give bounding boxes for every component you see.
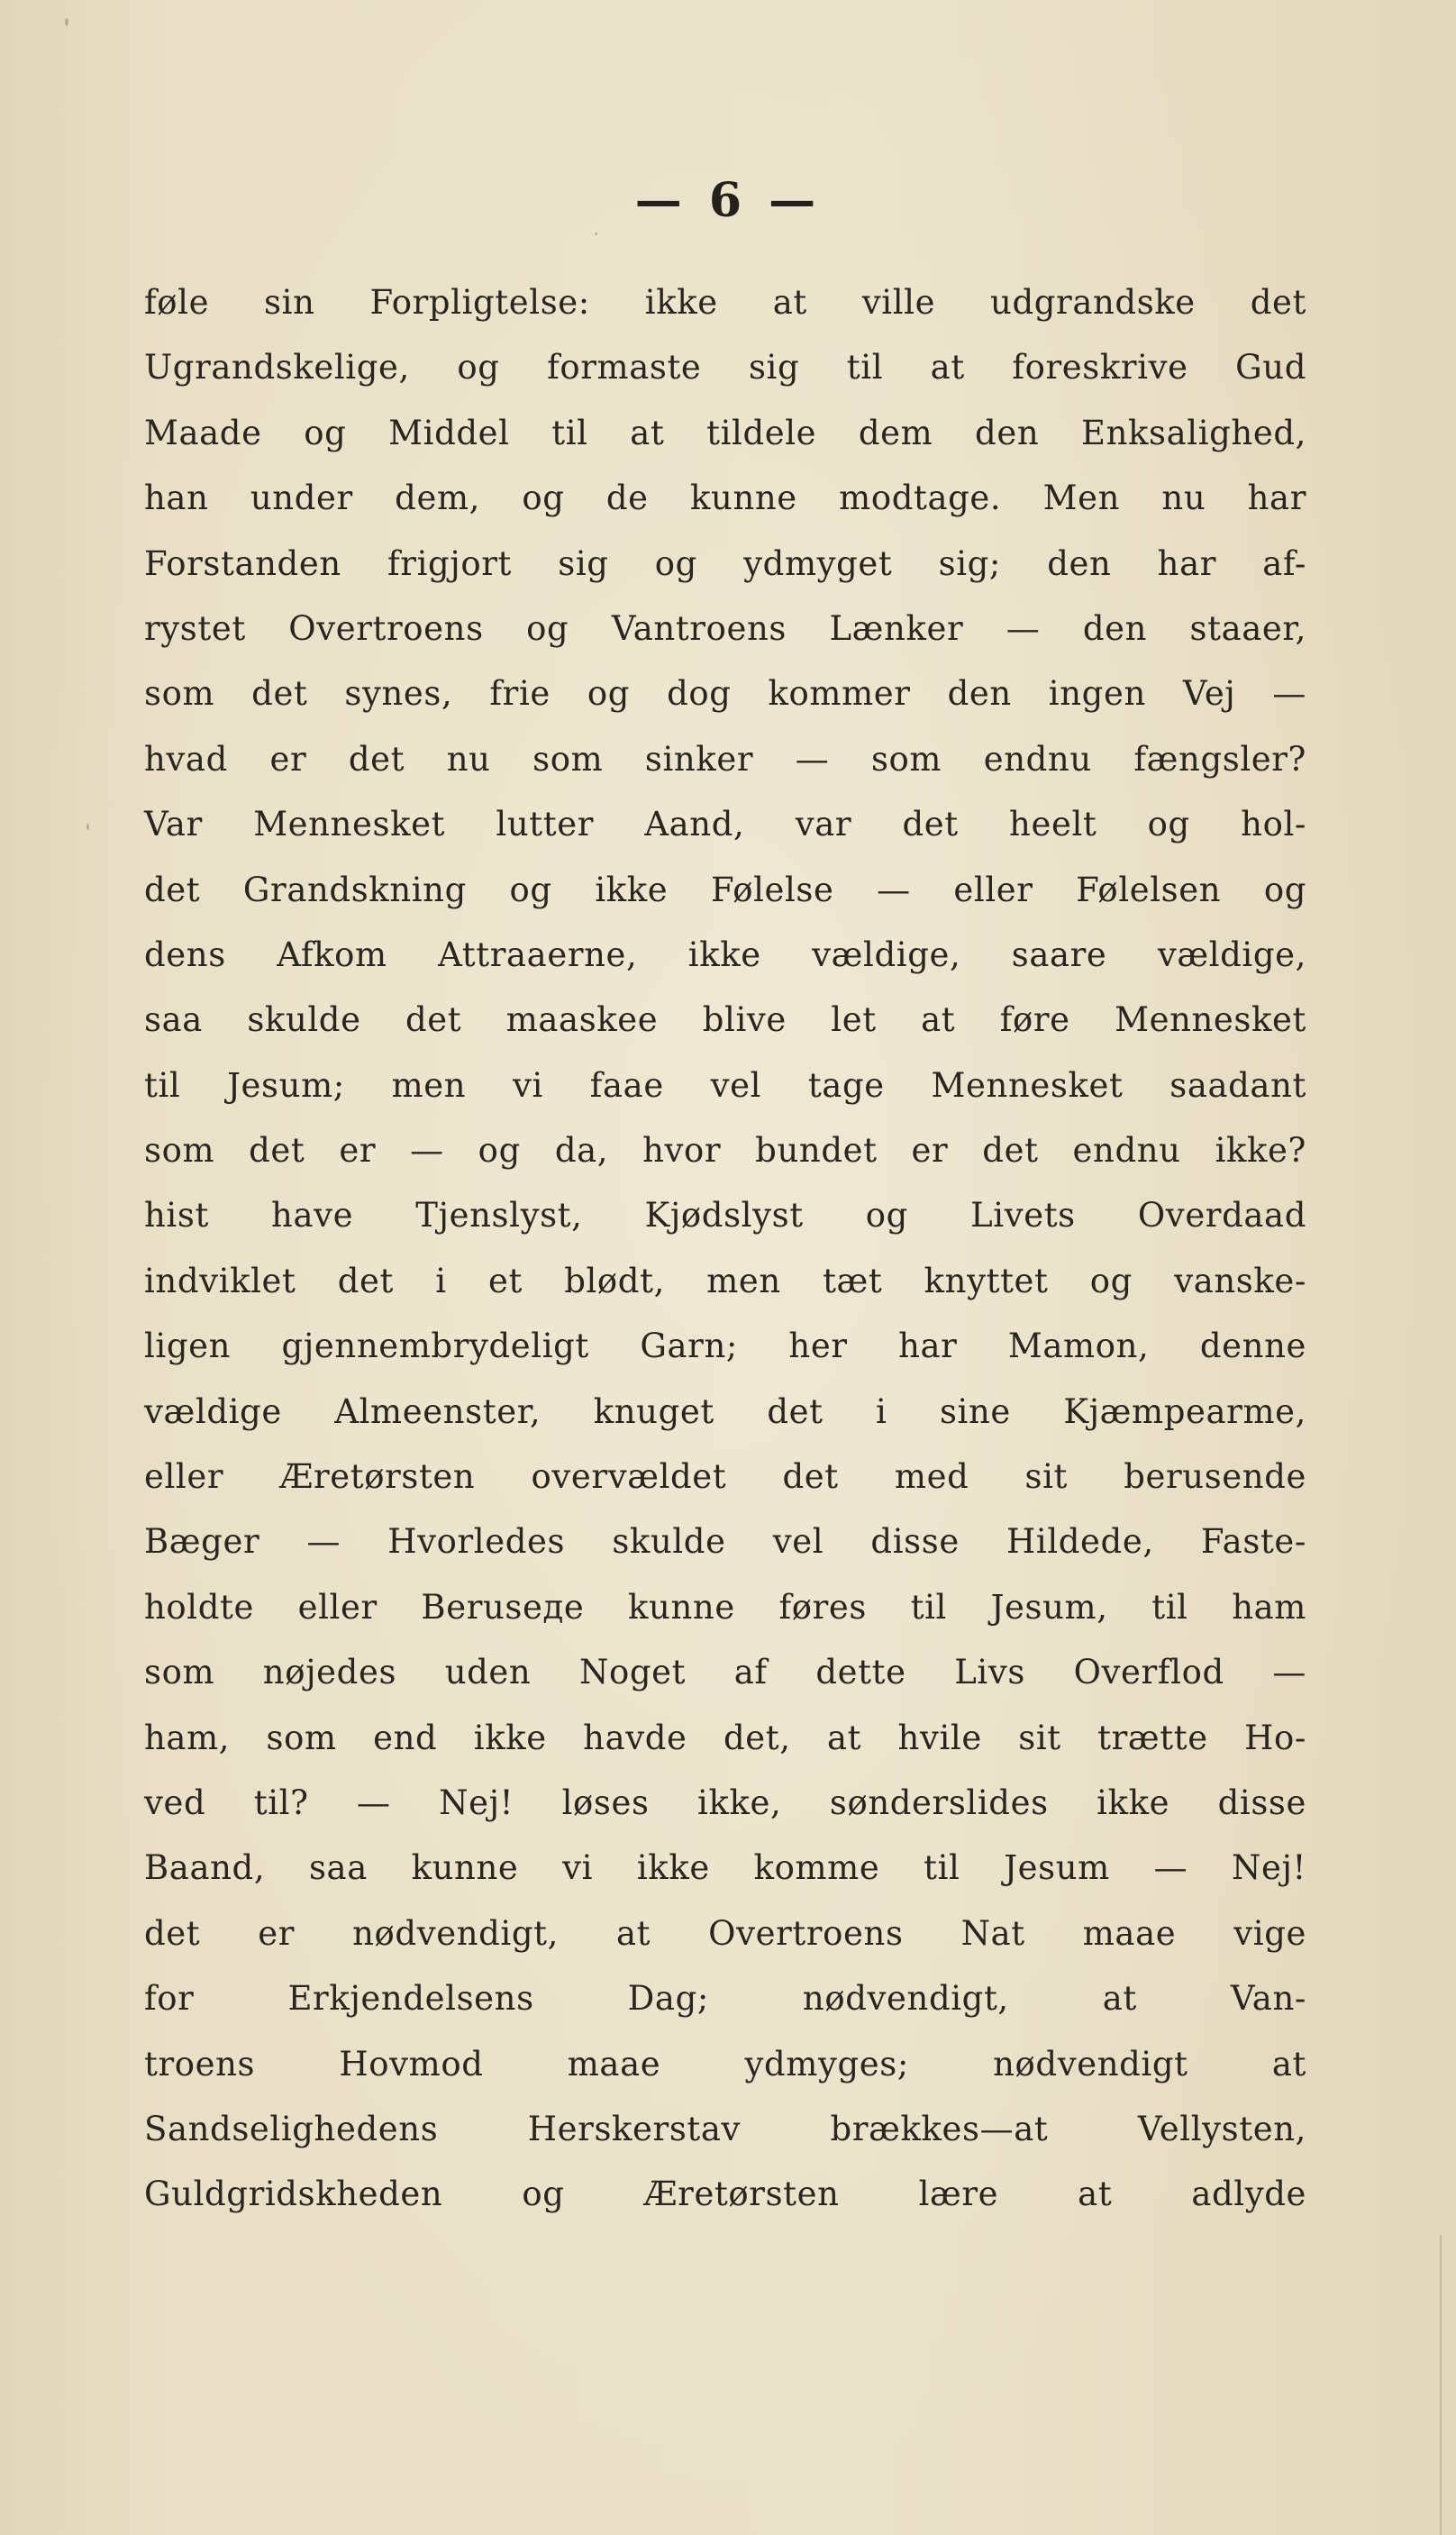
text-line: til Jesum; men vi faae vel tage Mennesket saadant (144, 1065, 1306, 1105)
paper-speck (65, 18, 68, 26)
paper-speck (595, 233, 597, 235)
text-line: som det synes, frie og dog kommer den ingen Vej — (144, 674, 1306, 714)
text-line: rystet Overtroens og Vantroens Lænker — den staaer, (144, 608, 1306, 648)
text-line: dens Afkom Attraaerne, ikke vældige, saare vældige, (144, 935, 1306, 974)
page-number-header: — 6 — (634, 173, 822, 228)
text-line: indviklet det i et blødt, men tæt knyttet og vanske- (144, 1261, 1306, 1300)
text-line: det Grandskning og ikke Følelse — eller Følelsen og (144, 870, 1306, 909)
text-line: føle sin Forpligtelse: ikke at ville udgrandske det (144, 283, 1306, 322)
text-line: ham, som end ikke havde det, at hvile sit trætte Ho- (144, 1718, 1306, 1757)
text-line: troens Hovmod maae ydmyges; nødvendigt at (144, 2044, 1306, 2084)
text-line: som det er — og da, hvor bundet er det endnu ikke? (144, 1131, 1306, 1171)
text-line: Bæger — Hvorledes skulde vel disse Hildede, Faste- (144, 1522, 1306, 1562)
body-text (144, 270, 1306, 2228)
text-line: som nøjedes uden Noget af dette Livs Overflod — (144, 1653, 1306, 1692)
text-line: Forstanden frigjort sig og ydmyget sig; den har af- (144, 543, 1306, 583)
text-line: Ugrandskelige, og formaste sig til at foreskrive Gud (144, 348, 1306, 388)
text-line: holdte eller Beruseде kunne føres til Jesum, til ham (144, 1587, 1306, 1627)
text-line: vældige Almeenster, knuget det i sine Kjæmpearme, (144, 1391, 1306, 1431)
page-edge-line (1440, 2235, 1442, 2535)
text-line: Maade og Middel til at tildele dem den Enksalighed, (144, 413, 1306, 452)
text-line: hist have Tjenslyst, Kjødslyst og Livets Overdaad (144, 1196, 1306, 1236)
text-line: ved til? — Nej! løses ikke, sønderslides ikke disse (144, 1783, 1306, 1822)
text-line: Var Mennesket lutter Aand, var det heelt og hol- (144, 805, 1306, 844)
text-line: Baand, saa kunne vi ikke komme til Jesum — Nej! (144, 1848, 1306, 1888)
paper-speck (86, 824, 89, 830)
text-line: for Erkjendelsens Dag; nødvendigt, at Van- (144, 1979, 1306, 2019)
text-line: det er nødvendigt, at Overtroens Nat maae vige (144, 1913, 1306, 1953)
text-line: Sandselighedens Herskerstav brækkes—at Vellysten, (144, 2109, 1306, 2148)
text-line: eller Æretørsten overvældet det med sit berusende (144, 1457, 1306, 1497)
text-line: ligen gjennembrydeligt Garn; her har Mamon, denne (144, 1327, 1306, 1366)
text-line: hvad er det nu som sinker — som endnu fængsler? (144, 739, 1306, 779)
text-line: han under dem, og de kunne modtage. Men nu har (144, 479, 1306, 518)
text-line: saa skulde det maaskee blive let at føre Mennesket (144, 1000, 1306, 1040)
text-line: Guldgridskheden og Æretørsten lære at adlyde (144, 2175, 1306, 2214)
